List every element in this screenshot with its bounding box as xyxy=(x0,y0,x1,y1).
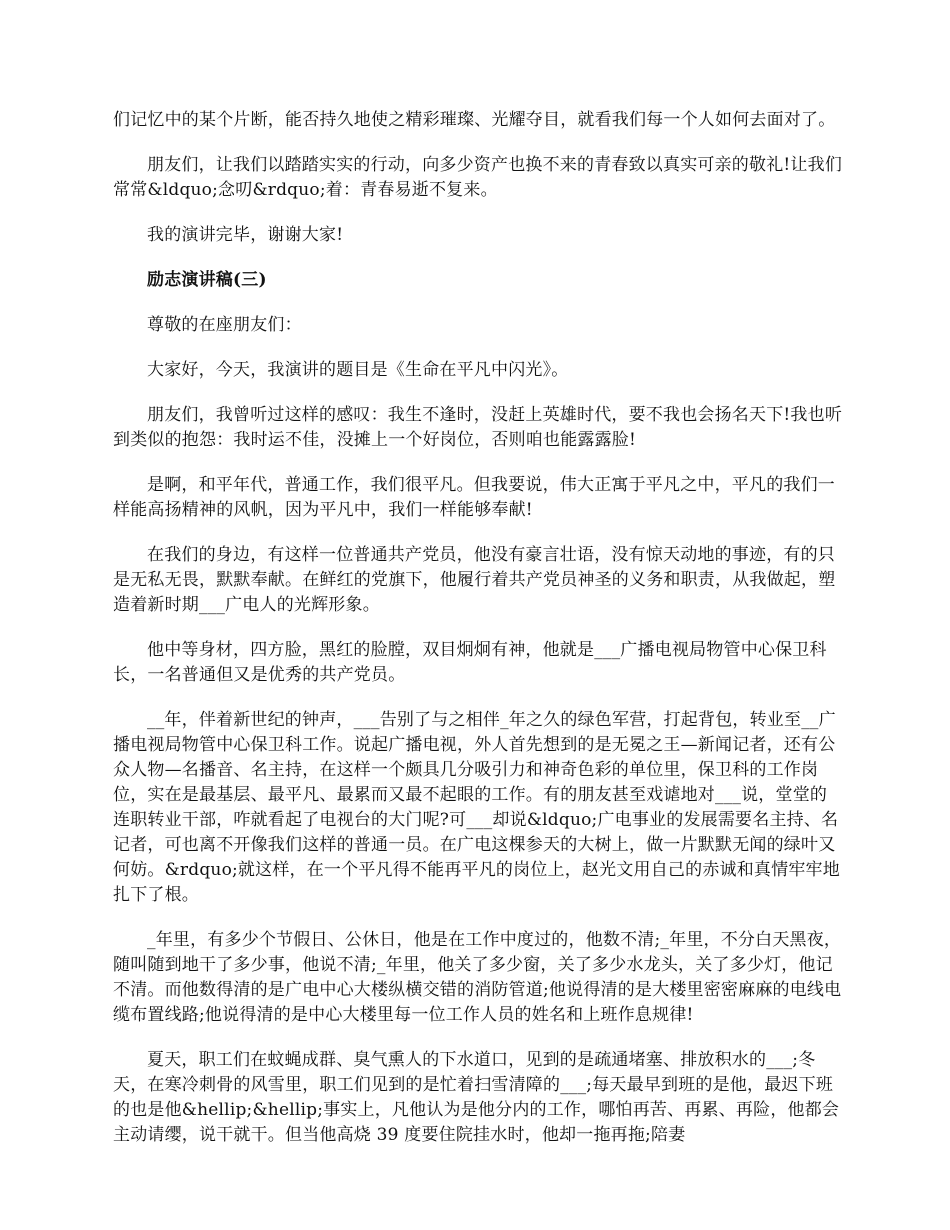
paragraph-salutation: 尊敬的在座朋友们： xyxy=(147,315,302,335)
document-page xyxy=(113,108,843,1168)
paragraph-3: 我的演讲完毕，谢谢大家! xyxy=(147,225,344,245)
paragraph-9: 在我们的身边，有这样一位普通共产党员，他没有豪言壮语，没有惊天动地的事迹，有的只是无私无畏，默默奉献。在鲜红的党旗下，他履行着共产党员神圣的义务和职责，从我做起，塑造着新时期___广电人的光辉形象。 xyxy=(113,545,836,615)
paragraph-8: 是啊，和平年代，普通工作，我们很平凡。但我要说，伟大正寓于平凡之中，平凡的我们一样能高扬精神的风帆，因为平凡中，我们一样能够奉献! xyxy=(113,475,835,520)
paragraph-7: 朋友们，我曾听过这样的感叹：我生不逢时，没赶上英雄时代，要不我也会扬名天下!我也听到类似的抱怨：我时运不佳，没摊上一个好岗位，否则咱也能露露脸! xyxy=(113,405,843,450)
paragraph-13: 夏天，职工们在蚊蝇成群、臭气熏人的下水道口，见到的是疏通堵塞、排放积水的___;冬天，在寒冷刺骨的风雪里，职工们见到的是忙着扫雪清障的___;每天最早到班的是他，最迟下班的也是他&hellip;&hellip;事实上，凡他认为是他分内的工作，哪怕再苦、再累、再险，他都会主动请缨，说干就干。但当他高烧 39 度要住院挂水时，他却一拖再拖;陪妻 xyxy=(113,1050,840,1145)
paragraph-11: __年，伴着新世纪的钟声，___告别了与之相伴_年之久的绿色军营，打起背包，转业至__广播电视局物管中心保卫科工作。说起广播电视，外人首先想到的是无冕之王—新闻记者，还有公众人物—名播音、名主持，在这样一个颇具几分吸引力和神奇色彩的单位里，保卫科的工作岗位，实在是最基层、最平凡、最累而又最不起眼的工作。有的朋友甚至戏谑地对___说，堂堂的连职转业干部，咋就看起了电视台的大门呢?可___却说&ldquo;广电事业的发展需要名主持、名记者，可也离不开像我们这样的普通一员。在广电这棵参天的大树上，做一片默默无闻的绿叶又何妨。&rdquo;就这样，在一个平凡得不能再平凡的岗位上，赵光文用自己的赤诚和真情牢牢地扎下了根。 xyxy=(113,710,840,905)
paragraph-1: 们记忆中的某个片断，能否持久地使之精彩璀璨、光耀夺目，就看我们每一个人如何去面对了。 xyxy=(113,110,836,130)
paragraph-2: 朋友们，让我们以踏踏实实的行动，向多少资产也换不来的青春致以真实可亲的敬礼!让我们常常&ldquo;念叨&rdquo;着：青春易逝不复来。 xyxy=(113,155,843,200)
paragraph-greeting: 大家好，今天，我演讲的题目是《生命在平凡中闪光》。 xyxy=(147,360,569,380)
paragraph-10: 他中等身材，四方脸，黑红的脸膛，双目炯炯有神，他就是___广播电视局物管中心保卫科长，一名普通但又是优秀的共产党员。 xyxy=(113,640,827,685)
paragraph-12: _年里，有多少个节假日、公休日，他是在工作中度过的，他数不清;_年里，不分白天黑夜，随叫随到地干了多少事，他说不清;_年里，他关了多少窗，关了多少水龙头，关了多少灯，他记不清。而他数得清的是广电中心大楼纵横交错的消防管道;他说得清的是大楼里密密麻麻的电线电缆布置线路;他说得清的是中心大楼里每一位工作人员的姓名和上班作息规律! xyxy=(113,930,842,1025)
section-heading: 励志演讲稿(三) xyxy=(147,270,267,290)
